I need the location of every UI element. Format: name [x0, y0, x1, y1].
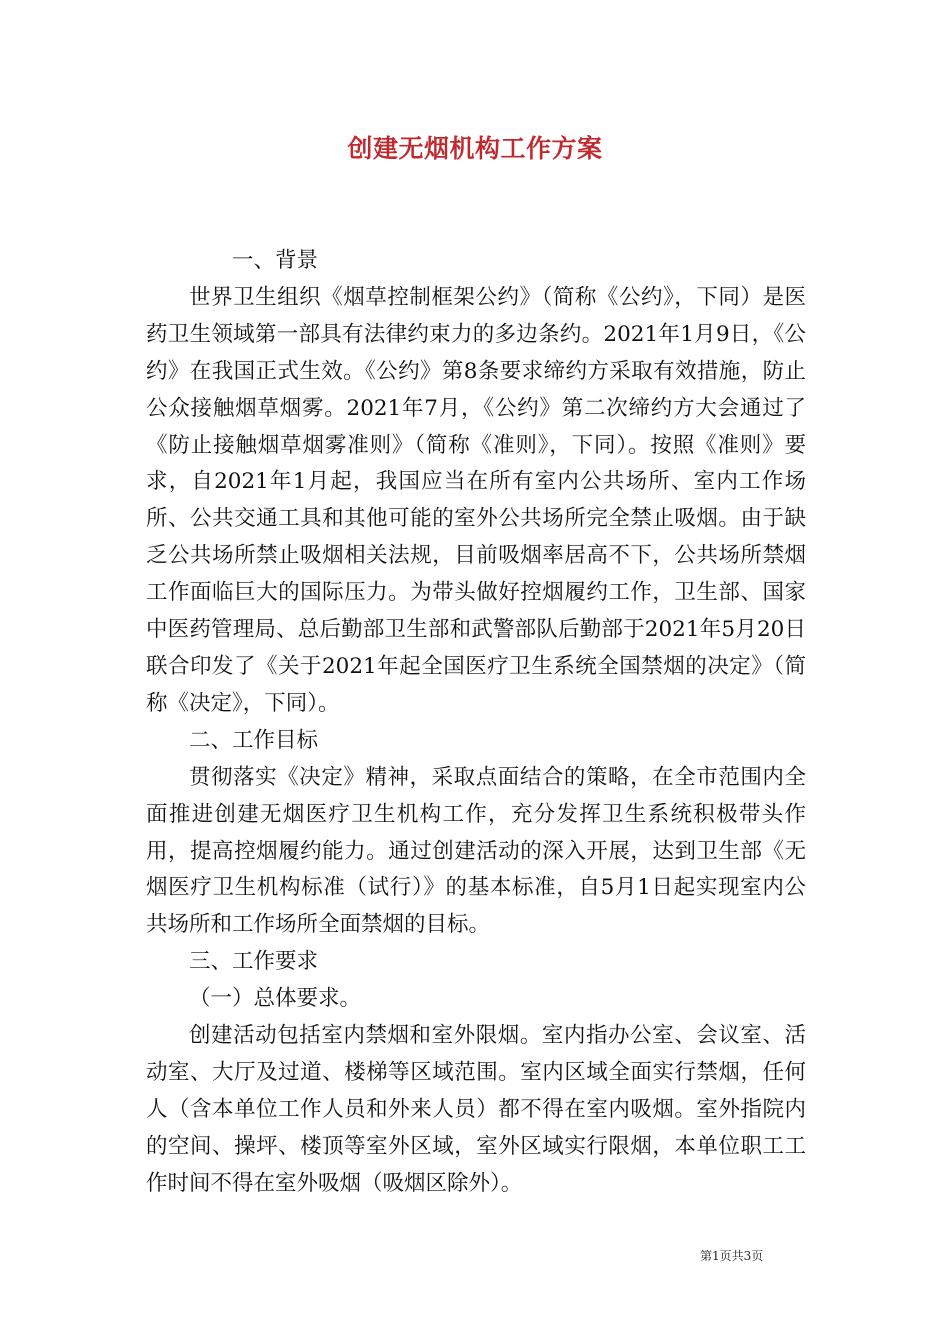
paragraph-goals: 贯彻落实《决定》精神，采取点面结合的策略，在全市范围内全面推进创建无烟医疗卫生机构工作，充分发挥卫生系统积极带头作用，提高控烟履约能力。通过创建活动的深入开展，达到卫生部《无烟医疗卫生机构标准（试行）》的基本标准，自5月1日起实现室内公共场所和工作场所全面禁烟的目标。	[146, 764, 806, 938]
section-heading-background: 一、背景	[232, 248, 319, 273]
page-number-footer: 第1页共3页	[700, 1249, 764, 1263]
document-body	[146, 243, 806, 1203]
section-heading-goals: 二、工作目标	[189, 727, 319, 753]
paragraph-background: 世界卫生组织《烟草控制框架公约》（简称《公约》，下同）是医药卫生领域第一部具有法律约束力的多边条约。2021年1月9日，《公约》在我国正式生效。《公约》第8条要求缔约方采取有效措施，防止公众接触烟草烟雾。2021年7月，《公约》第二次缔约方大会通过了《防止接触烟草烟雾准则》（简称《准则》，下同）。按照《准则》要求，自2021年1月起，我国应当在所有室内公共场所、室内工作场所、公共交通工具和其他可能的室外公共场所完全禁止吸烟。由于缺乏公共场所禁止吸烟相关法规，目前吸烟率居高不下，公共场所禁烟工作面临巨大的国际压力。为带头做好控烟履约工作，卫生部、国家中医药管理局、总后勤部卫生部和武警部队后勤部于2021年5月20日联合印发了《关于2021年起全国医疗卫生系统全国禁烟的决定》（简称《决定》，下同）。	[146, 284, 806, 716]
subheading-overall-requirements: （一）总体要求。	[189, 986, 362, 1012]
section-heading-requirements: 三、工作要求	[189, 949, 319, 975]
paragraph-overall-requirements: 创建活动包括室内禁烟和室外限烟。室内指办公室、会议室、活动室、大厅及过道、楼梯等区域范围。室内区域全面实行禁烟，任何人（含本单位工作人员和外来人员）都不得在室内吸烟。室外指院内的空间、操坪、楼顶等室外区域，室外区域实行限烟，本单位职工工作时间不得在室外吸烟（吸烟区除外）。	[146, 1023, 806, 1196]
document-title: 创建无烟机构工作方案	[347, 134, 603, 163]
